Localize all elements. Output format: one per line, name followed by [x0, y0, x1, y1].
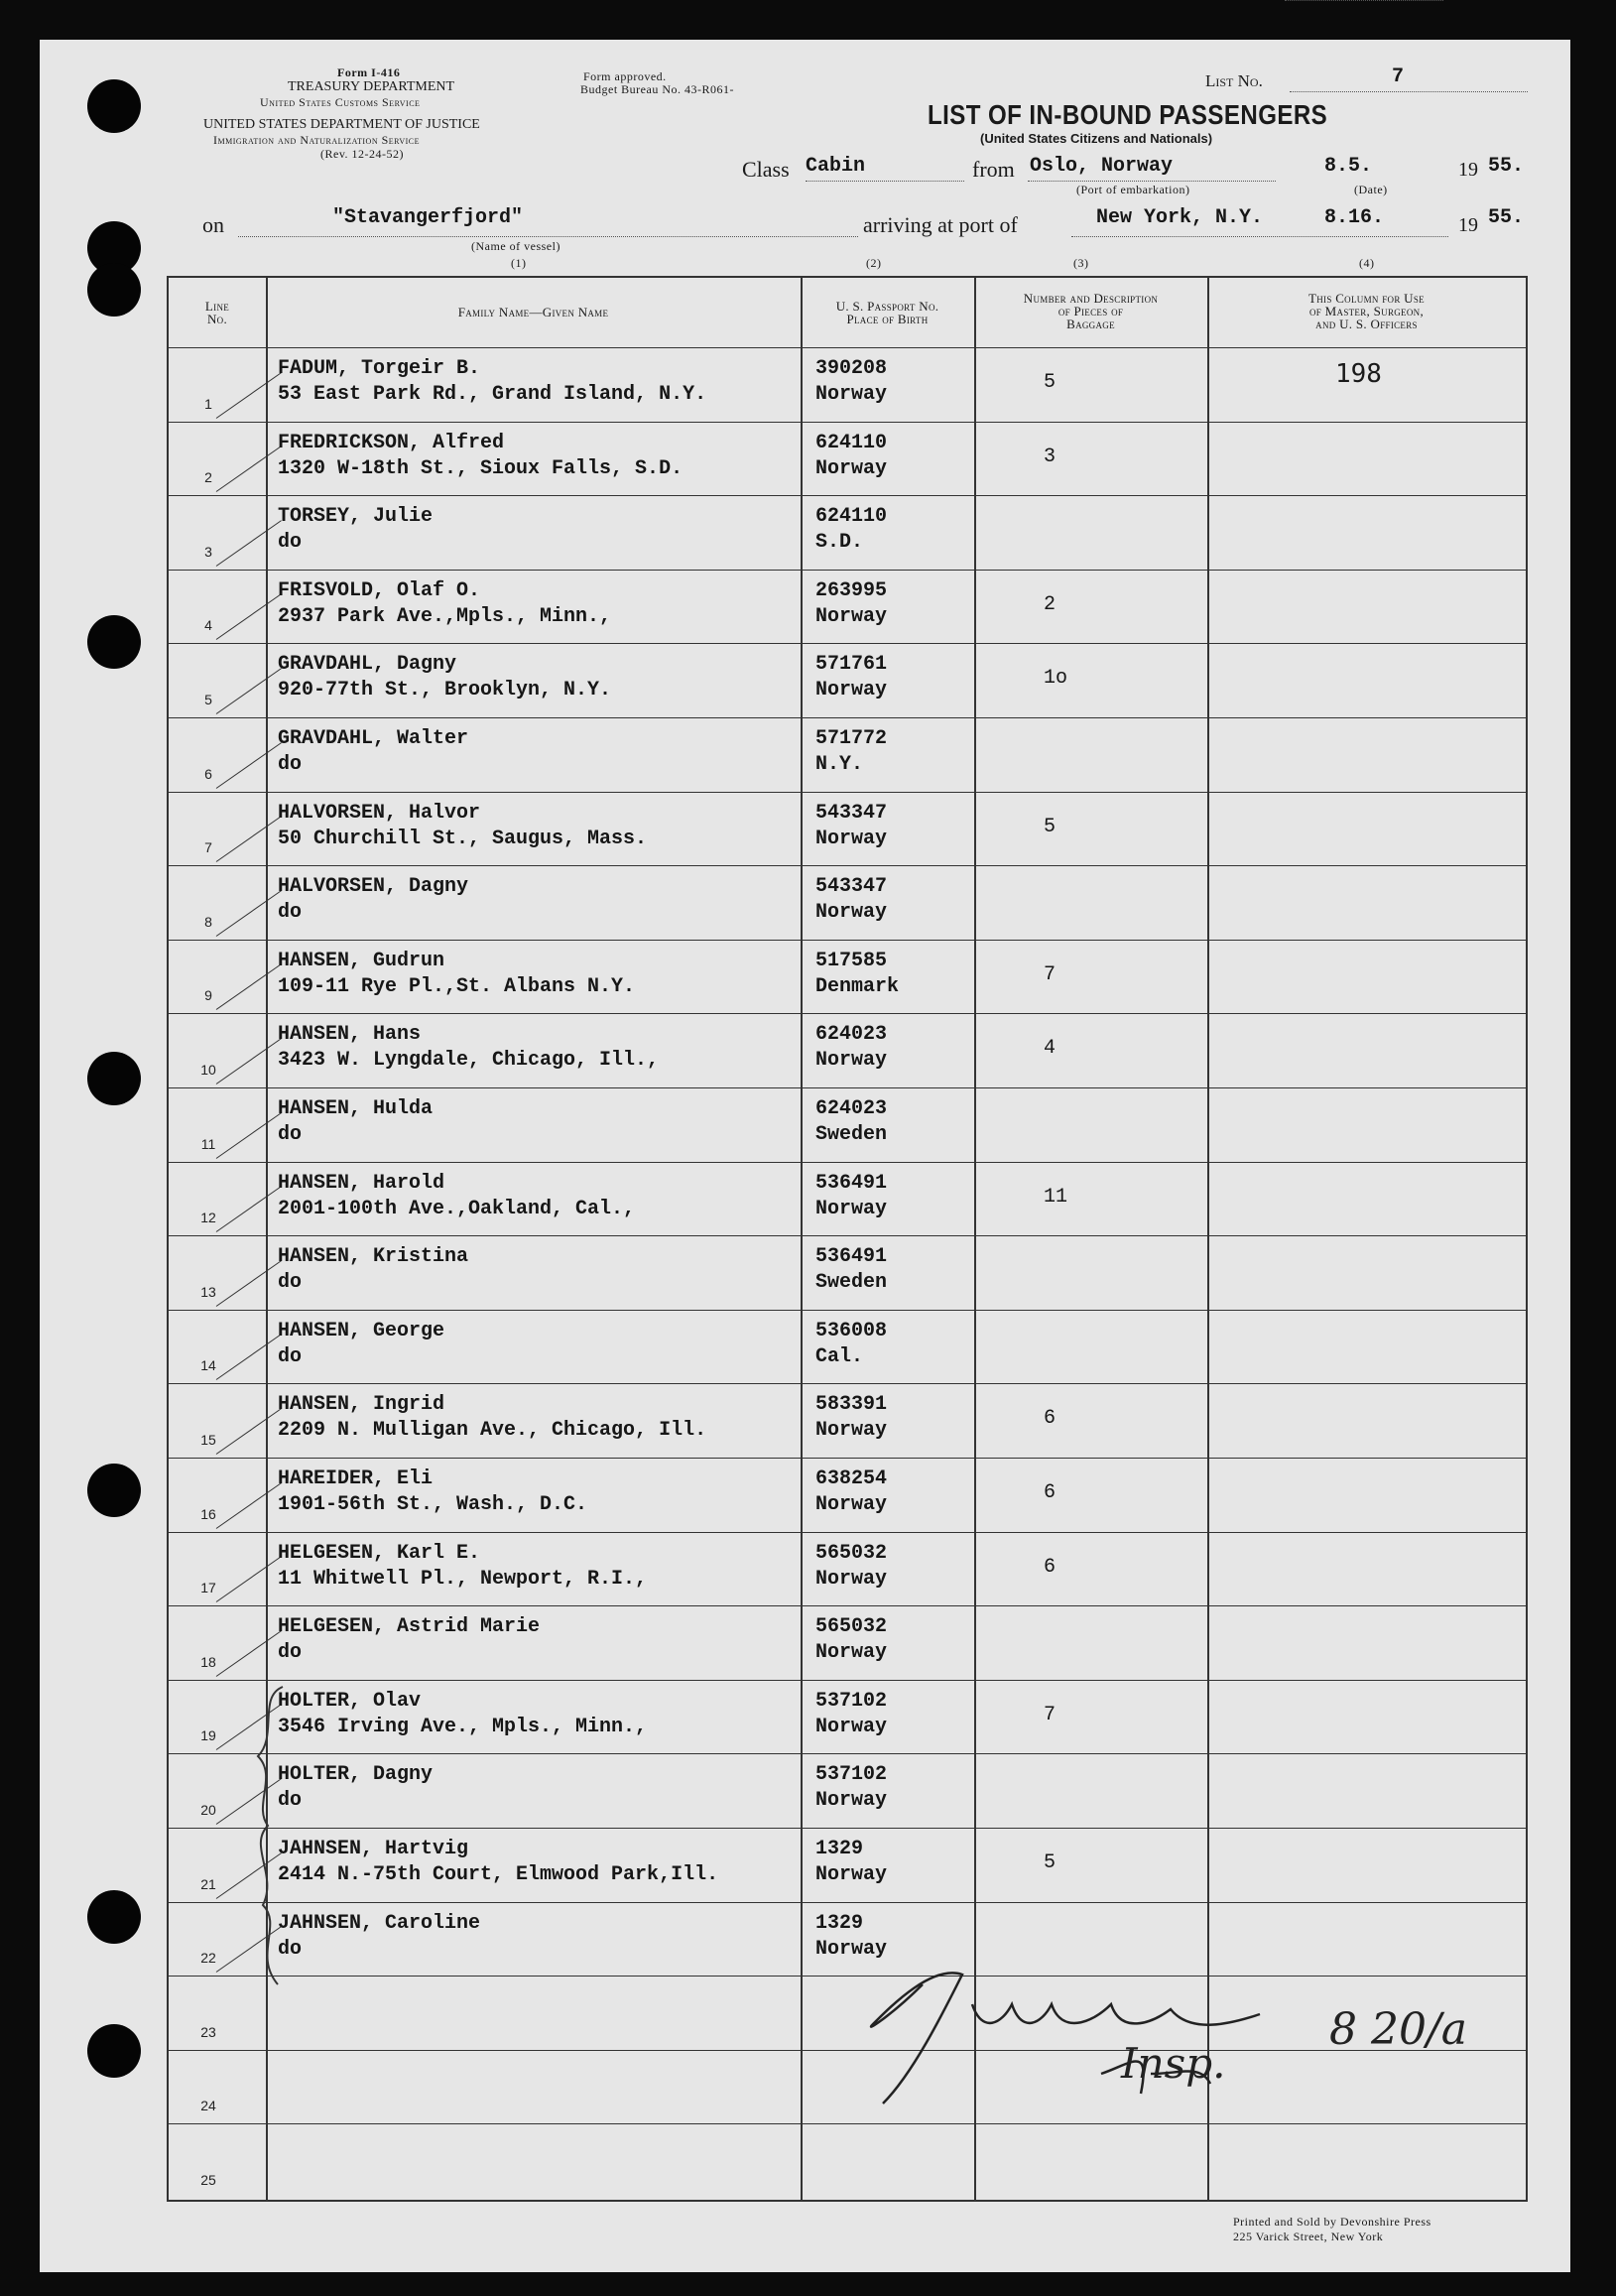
passenger-address: 2414 N.-75th Court, Elmwood Park,Ill.: [278, 1863, 719, 1886]
passport-number: 390208: [815, 357, 888, 380]
class-line: [806, 181, 964, 182]
depart-date-line: [1285, 0, 1443, 1]
baggage-count: 7: [1044, 962, 1057, 986]
place-of-birth: Cal.: [815, 1344, 864, 1368]
passport-number: 543347: [815, 801, 888, 825]
class-label: Class: [742, 157, 790, 182]
passport-number: 536491: [815, 1245, 888, 1269]
revision-date: (Rev. 12-24-52): [320, 147, 405, 161]
passenger-address: 2001-100th Ave.,Oakland, Cal.,: [278, 1197, 636, 1220]
passenger-name: HALVORSEN, Halvor: [278, 801, 481, 825]
passenger-name: HANSEN, Harold: [278, 1171, 445, 1195]
header-line-no: Line No.: [204, 299, 230, 326]
passport-number: 263995: [815, 578, 888, 602]
class-value: Cabin: [806, 155, 866, 178]
arriving-label: arriving at port of: [863, 212, 1018, 237]
signature-title: Insp.: [1121, 2039, 1226, 2088]
line-number: 20: [200, 1801, 216, 1818]
passport-number: 565032: [815, 1541, 888, 1565]
list-no-value: 7: [1392, 65, 1405, 88]
passenger-address: do: [278, 1641, 303, 1665]
passport-number: 537102: [815, 1763, 888, 1787]
table-row: [169, 1458, 1526, 1532]
passenger-address: do: [278, 1271, 303, 1295]
passport-number: 517585: [815, 949, 888, 972]
passenger-name: HANSEN, Hulda: [278, 1097, 434, 1120]
depart-year: 55.: [1488, 155, 1525, 178]
passenger-name: HOLTER, Olav: [278, 1689, 422, 1713]
col-caption-4: (4): [1359, 256, 1375, 270]
line-number: 25: [200, 2171, 216, 2188]
place-of-birth: Norway: [815, 1715, 888, 1738]
place-of-birth: Denmark: [815, 974, 900, 998]
passport-number: 638254: [815, 1467, 888, 1490]
year-prefix-2: 19: [1458, 214, 1478, 236]
line-number: 19: [200, 1727, 216, 1744]
line-number: 4: [204, 617, 212, 634]
passport-number: 571761: [815, 653, 888, 677]
line-number: 21: [200, 1875, 216, 1892]
col-caption-2: (2): [866, 256, 882, 270]
passenger-name: HANSEN, Hans: [278, 1023, 422, 1047]
passport-number: 537102: [815, 1689, 888, 1713]
passenger-address: 3423 W. Lyngdale, Chicago, Ill.,: [278, 1049, 660, 1073]
line-number: 11: [200, 1135, 216, 1152]
line-number: 7: [204, 839, 212, 856]
header-name: Family Name—Given Name: [457, 305, 609, 319]
signature-date: 8 20/a: [1329, 2004, 1468, 2055]
baggage-count: 5: [1044, 371, 1057, 394]
passport-number: 536008: [815, 1319, 888, 1342]
officer-note: 198: [1335, 359, 1382, 389]
passenger-name: FREDRICKSON, Alfred: [278, 431, 505, 454]
line-number: 16: [200, 1505, 216, 1522]
port-embark-caption: (Port of embarkation): [1076, 183, 1190, 196]
signature-name: [1012, 1979, 1150, 2009]
arrival-year: 55.: [1488, 206, 1525, 229]
table-row: [169, 792, 1526, 866]
place-of-birth: Sweden: [815, 1123, 888, 1146]
treasury-dept: TREASURY DEPARTMENT: [288, 79, 455, 94]
header-baggage: Number and Description of Pieces of Baggage: [1023, 291, 1159, 331]
form-title: LIST OF IN-BOUND PASSENGERS: [928, 99, 1328, 130]
place-of-birth: Norway: [815, 1197, 888, 1220]
passenger-address: do: [278, 531, 303, 555]
table-row: [169, 1532, 1526, 1606]
place-of-birth: Norway: [815, 456, 888, 480]
line-number: 3: [204, 543, 212, 560]
table-row: [169, 643, 1526, 717]
from-label: from: [972, 157, 1015, 182]
table-row: [169, 1013, 1526, 1087]
table-row: [169, 1605, 1526, 1680]
baggage-count: 5: [1044, 1851, 1057, 1874]
printer-line-2: 225 Varick Street, New York: [1233, 2230, 1384, 2243]
place-of-birth: Norway: [815, 1049, 888, 1073]
passenger-name: HANSEN, Gudrun: [278, 949, 445, 972]
col-caption-3: (3): [1073, 256, 1089, 270]
line-number: 8: [204, 913, 212, 930]
passenger-address: 2937 Park Ave.,Mpls., Minn.,: [278, 604, 612, 628]
passenger-address: 53 East Park Rd., Grand Island, N.Y.: [278, 383, 707, 406]
punch-hole-icon: [87, 1890, 141, 1944]
table-row: [169, 2123, 1526, 2198]
date-caption: (Date): [1354, 183, 1388, 196]
passport-number: 536491: [815, 1171, 888, 1195]
baggage-count: 6: [1044, 1481, 1057, 1504]
line-number: 22: [200, 1950, 216, 1967]
line-number: 17: [200, 1580, 216, 1596]
passenger-name: FRISVOLD, Olaf O.: [278, 578, 481, 602]
baggage-count: 1o: [1044, 667, 1068, 691]
passenger-table: [167, 276, 1528, 2202]
table-row: [169, 347, 1526, 422]
passenger-address: do: [278, 1789, 303, 1813]
table-row: [169, 495, 1526, 570]
ins-service: Immigration and Naturalization Service: [213, 133, 421, 147]
place-of-birth: Norway: [815, 1789, 888, 1813]
handwritten-brace-icon: [238, 1677, 298, 1994]
place-of-birth: Norway: [815, 827, 888, 850]
from-line: [1028, 181, 1276, 182]
punch-hole-icon: [87, 1464, 141, 1517]
passenger-name: GRAVDAHL, Dagny: [278, 653, 457, 677]
place-of-birth: Norway: [815, 1493, 888, 1516]
passenger-address: do: [278, 901, 303, 925]
table-row: [169, 1162, 1526, 1236]
depart-date: 8.5.: [1324, 155, 1373, 178]
passenger-name: TORSEY, Julie: [278, 505, 434, 529]
col-caption-1: (1): [511, 256, 527, 270]
place-of-birth: Norway: [815, 901, 888, 925]
list-no-line: [1290, 91, 1528, 92]
passport-number: 1329: [815, 1911, 864, 1935]
vessel-name: "Stavangerfjord": [332, 206, 524, 229]
line-number: 18: [200, 1653, 216, 1670]
passenger-name: JAHNSEN, Caroline: [278, 1911, 481, 1935]
passport-number: 543347: [815, 875, 888, 899]
passenger-address: do: [278, 753, 303, 776]
table-row: [169, 940, 1526, 1014]
baggage-count: 6: [1044, 1407, 1057, 1431]
line-number: 1: [204, 395, 212, 412]
passenger-name: FADUM, Torgeir B.: [278, 357, 481, 380]
baggage-count: 2: [1044, 592, 1057, 616]
passenger-name: HANSEN, George: [278, 1319, 445, 1342]
place-of-birth: Sweden: [815, 1271, 888, 1295]
line-number: 2: [204, 469, 212, 486]
place-of-birth: N.Y.: [815, 753, 864, 776]
table-row: [169, 1753, 1526, 1828]
passenger-name: JAHNSEN, Hartvig: [278, 1838, 469, 1860]
passport-number: 1329: [815, 1838, 864, 1860]
passenger-name: HELGESEN, Astrid Marie: [278, 1615, 541, 1639]
form-number: Form I-416: [337, 65, 401, 79]
arrival-date: 8.16.: [1324, 206, 1385, 229]
passport-number: 571772: [815, 727, 888, 750]
place-of-birth: Norway: [815, 1567, 888, 1591]
customs-service: United States Customs Service: [260, 95, 421, 109]
line-number: 5: [204, 691, 212, 707]
passport-number: 624023: [815, 1023, 888, 1047]
passenger-address: 50 Churchill St., Saugus, Mass.: [278, 827, 648, 850]
table-row: [169, 1310, 1526, 1384]
budget-bureau: Budget Bureau No. 43-R061-: [580, 82, 734, 96]
passenger-address: do: [278, 1344, 303, 1368]
passenger-address: 1901-56th St., Wash., D.C.: [278, 1493, 588, 1516]
arrival-port: New York, N.Y.: [1096, 206, 1264, 229]
punch-hole-icon: [87, 1052, 141, 1105]
line-number: 9: [204, 987, 212, 1004]
form-approved: Form approved.: [583, 69, 667, 83]
line-number: 13: [200, 1283, 216, 1300]
header-passport: U. S. Passport No. Place of Birth: [835, 299, 939, 326]
vessel-line: [238, 236, 858, 237]
table-row: [169, 1828, 1526, 1902]
passenger-address: 3546 Irving Ave., Mpls., Minn.,: [278, 1715, 648, 1738]
line-number: 15: [200, 1431, 216, 1448]
place-of-birth: Norway: [815, 1863, 888, 1886]
line-number: 10: [200, 1061, 216, 1078]
printer-line-1: Printed and Sold by Devonshire Press: [1233, 2215, 1431, 2229]
baggage-count: 6: [1044, 1555, 1057, 1579]
passenger-name: HALVORSEN, Dagny: [278, 875, 469, 899]
place-of-birth: Norway: [815, 679, 888, 702]
table-row: [169, 1680, 1526, 1754]
punch-hole-icon: [87, 79, 141, 133]
passenger-address: do: [278, 1937, 303, 1961]
passport-number: 624110: [815, 505, 888, 529]
vessel-caption: (Name of vessel): [471, 239, 560, 253]
table-row: [169, 422, 1526, 496]
passenger-address: 2209 N. Mulligan Ave., Chicago, Ill.: [278, 1419, 707, 1443]
passenger-name: HOLTER, Dagny: [278, 1763, 434, 1787]
line-number: 14: [200, 1357, 216, 1374]
list-no-label: List No.: [1205, 71, 1263, 90]
punch-hole-icon: [87, 263, 141, 317]
from-value: Oslo, Norway: [1030, 155, 1174, 178]
passenger-name: HANSEN, Kristina: [278, 1245, 469, 1269]
passenger-name: GRAVDAHL, Walter: [278, 727, 469, 750]
place-of-birth: Norway: [815, 604, 888, 628]
line-number: 23: [200, 2023, 216, 2040]
place-of-birth: Norway: [815, 1419, 888, 1443]
passport-number: 624023: [815, 1097, 888, 1120]
header-officer: This Column for Use of Master, Surgeon, and U. S. Officers: [1308, 291, 1425, 331]
passenger-name: HELGESEN, Karl E.: [278, 1541, 481, 1565]
table-row: [169, 1383, 1526, 1458]
baggage-count: 4: [1044, 1037, 1057, 1061]
place-of-birth: Norway: [815, 1937, 888, 1961]
passport-number: 565032: [815, 1615, 888, 1639]
punch-hole-icon: [87, 2024, 141, 2078]
arrival-port-line: [1071, 236, 1448, 237]
on-label: on: [202, 212, 224, 237]
table-row: [169, 865, 1526, 940]
punch-hole-icon: [87, 615, 141, 669]
table-row: [169, 1087, 1526, 1162]
place-of-birth: S.D.: [815, 531, 864, 555]
passenger-address: 109-11 Rye Pl.,St. Albans N.Y.: [278, 974, 636, 998]
table-row: [169, 717, 1526, 792]
passenger-address: do: [278, 1123, 303, 1146]
baggage-count: 7: [1044, 1703, 1057, 1726]
justice-dept: UNITED STATES DEPARTMENT OF JUSTICE: [203, 117, 480, 132]
form-subtitle: (United States Citizens and Nationals): [980, 131, 1213, 146]
baggage-count: 11: [1044, 1185, 1068, 1209]
passport-number: 583391: [815, 1393, 888, 1417]
passenger-address: 1320 W-18th St., Sioux Falls, S.D.: [278, 456, 684, 480]
table-row: [169, 570, 1526, 644]
baggage-count: 5: [1044, 815, 1057, 838]
line-number: 6: [204, 765, 212, 782]
passenger-address: 920-77th St., Brooklyn, N.Y.: [278, 679, 612, 702]
passenger-name: HAREIDER, Eli: [278, 1467, 434, 1490]
passenger-address: 11 Whitwell Pl., Newport, R.I.,: [278, 1567, 648, 1591]
passenger-name: HANSEN, Ingrid: [278, 1393, 445, 1417]
table-row: [169, 1235, 1526, 1310]
place-of-birth: Norway: [815, 383, 888, 406]
baggage-count: 3: [1044, 445, 1057, 468]
line-number: 12: [200, 1210, 216, 1226]
line-number: 24: [200, 2098, 216, 2114]
place-of-birth: Norway: [815, 1641, 888, 1665]
year-prefix-1: 19: [1458, 159, 1478, 181]
passport-number: 624110: [815, 431, 888, 454]
